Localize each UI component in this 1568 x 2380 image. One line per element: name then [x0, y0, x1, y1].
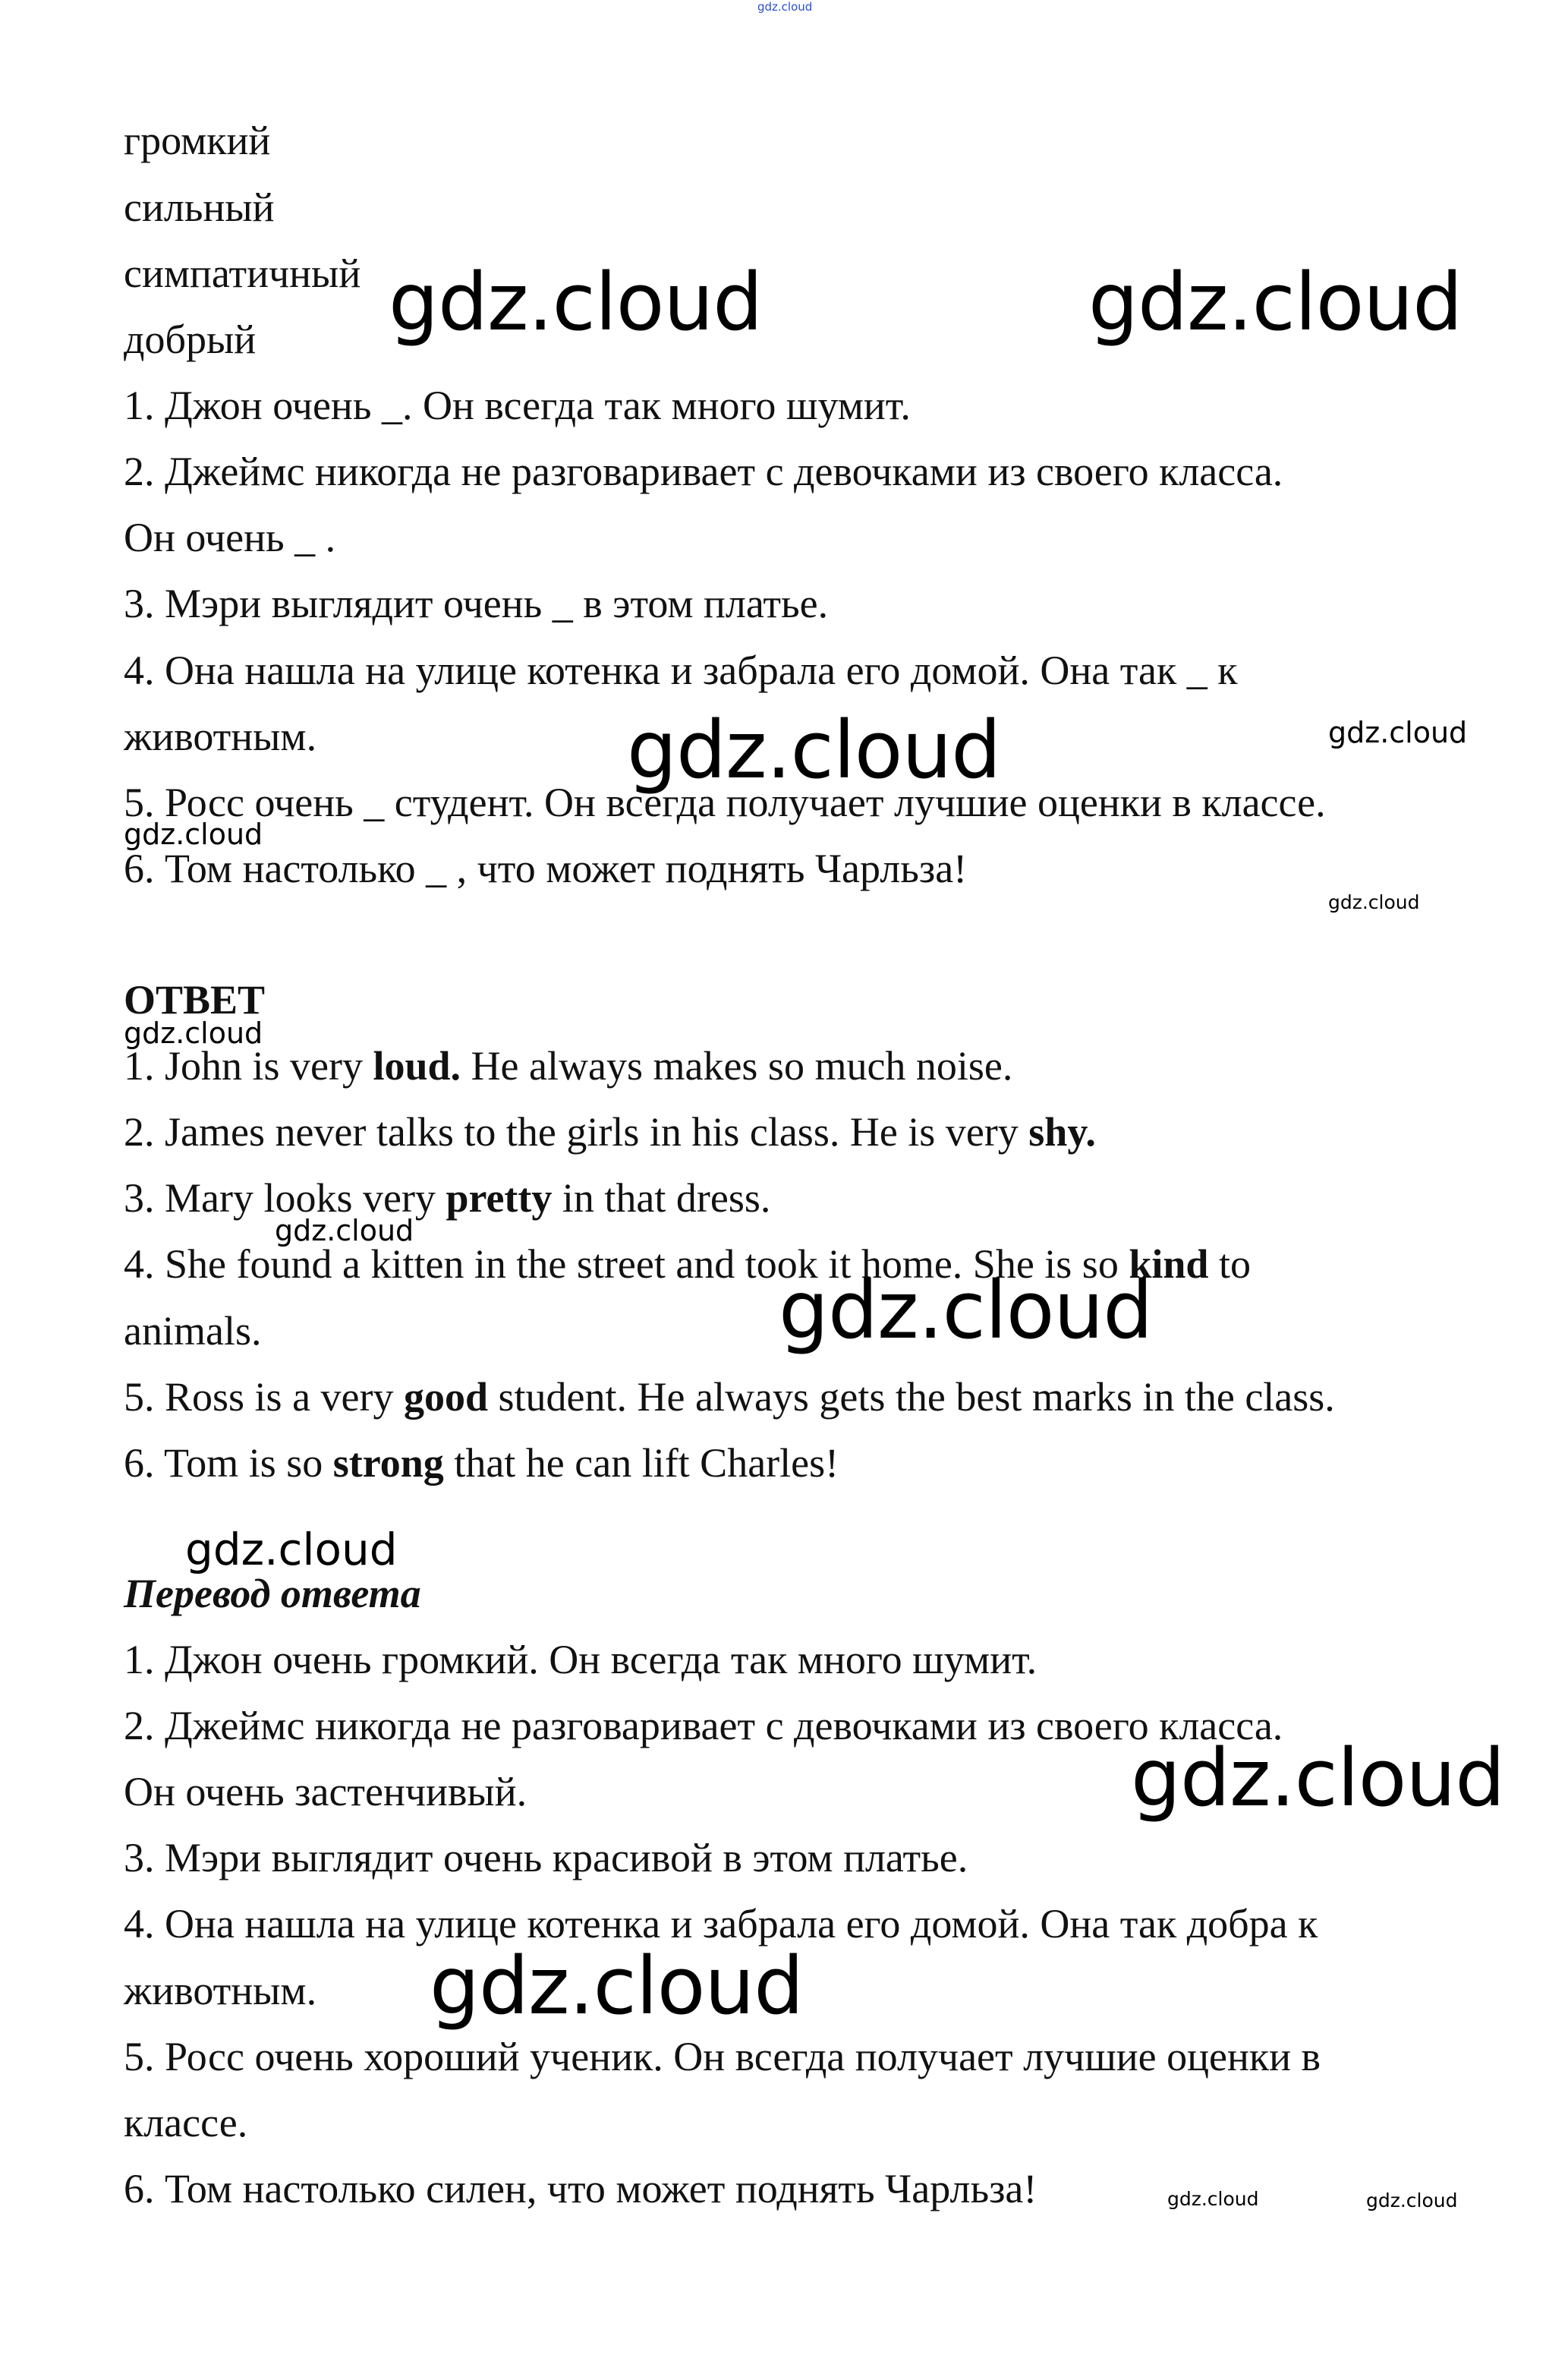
task-sentence: 5. Росс очень _ студент. Он всегда получает лучшие оценки в классе.: [124, 780, 1326, 825]
answer-heading: ОТВЕТ: [124, 977, 266, 1023]
translation-line: 5. Росс очень хороший ученик. Он всегда получает лучшие оценки в: [124, 2034, 1321, 2079]
translation-line: животным.: [124, 1968, 317, 2013]
watermark: gdz.cloud: [275, 1214, 414, 1247]
translation-line: 1. Джон очень громкий. Он всегда так много шумит.: [124, 1637, 1037, 1682]
task-sentence: 3. Мэри выглядит очень _ в этом платье.: [124, 581, 829, 626]
task-sentence: 1. Джон очень _. Он всегда так много шумит.: [124, 383, 911, 428]
answer-line: 1. John is very loud. He always makes so much noise.: [124, 1043, 1013, 1089]
task-sentence: 2. Джеймс никогда не разговаривает с девочками из своего класса.: [124, 449, 1283, 494]
answer-line: 2. James never talks to the girls in his class. He is very shy.: [124, 1109, 1096, 1155]
watermark: gdz.cloud: [389, 256, 763, 348]
translation-line: классе.: [124, 2100, 248, 2145]
translation-line: 3. Мэри выглядит очень красивой в этом платье.: [124, 1835, 968, 1880]
watermark: gdz.cloud: [1131, 1732, 1505, 1824]
translation-line: Он очень застенчивый.: [124, 1769, 527, 1814]
word-option: добрый: [124, 317, 257, 362]
word-option: сильный: [124, 184, 275, 230]
watermark: gdz.cloud: [757, 0, 813, 14]
watermark: gdz.cloud: [430, 1940, 804, 2032]
answer-line: 6. Tom is so strong that he can lift Charles!: [124, 1440, 839, 1486]
watermark: gdz.cloud: [627, 704, 1001, 796]
word-option: громкий: [124, 118, 271, 163]
watermark: gdz.cloud: [124, 1017, 263, 1050]
watermark: gdz.cloud: [124, 818, 263, 851]
task-sentence: 6. Том настолько _ , что может поднять Чарльза!: [124, 846, 968, 891]
translation-heading: Перевод ответа: [124, 1571, 421, 1616]
task-sentence: животным.: [124, 714, 317, 759]
answer-line: 4. She found a kitten in the street and took it home. She is so kind to: [124, 1241, 1251, 1287]
translation-line: 2. Джеймс никогда не разговаривает с девочками из своего класса.: [124, 1703, 1283, 1748]
watermark: gdz.cloud: [1328, 891, 1420, 913]
watermark: gdz.cloud: [1167, 2188, 1259, 2210]
answer-line: animals.: [124, 1308, 262, 1354]
watermark: gdz.cloud: [1328, 716, 1468, 749]
translation-line: 4. Она нашла на улице котенка и забрала его домой. Она так добра к: [124, 1901, 1318, 1947]
watermark: gdz.cloud: [1088, 256, 1463, 348]
watermark: gdz.cloud: [779, 1264, 1153, 1357]
translation-line: 6. Том настолько силен, что может поднять Чарльза!: [124, 2166, 1037, 2211]
watermark: gdz.cloud: [185, 1524, 398, 1575]
word-option: симпатичный: [124, 251, 361, 296]
answer-line: 3. Mary looks very pretty in that dress.: [124, 1175, 771, 1221]
task-sentence: 4. Она нашла на улице котенка и забрала его домой. Она так _ к: [124, 648, 1238, 693]
task-sentence: Он очень _ .: [124, 515, 336, 560]
watermark: gdz.cloud: [1366, 2189, 1458, 2211]
answer-line: 5. Ross is a very good student. He always gets the best marks in the class.: [124, 1374, 1335, 1420]
